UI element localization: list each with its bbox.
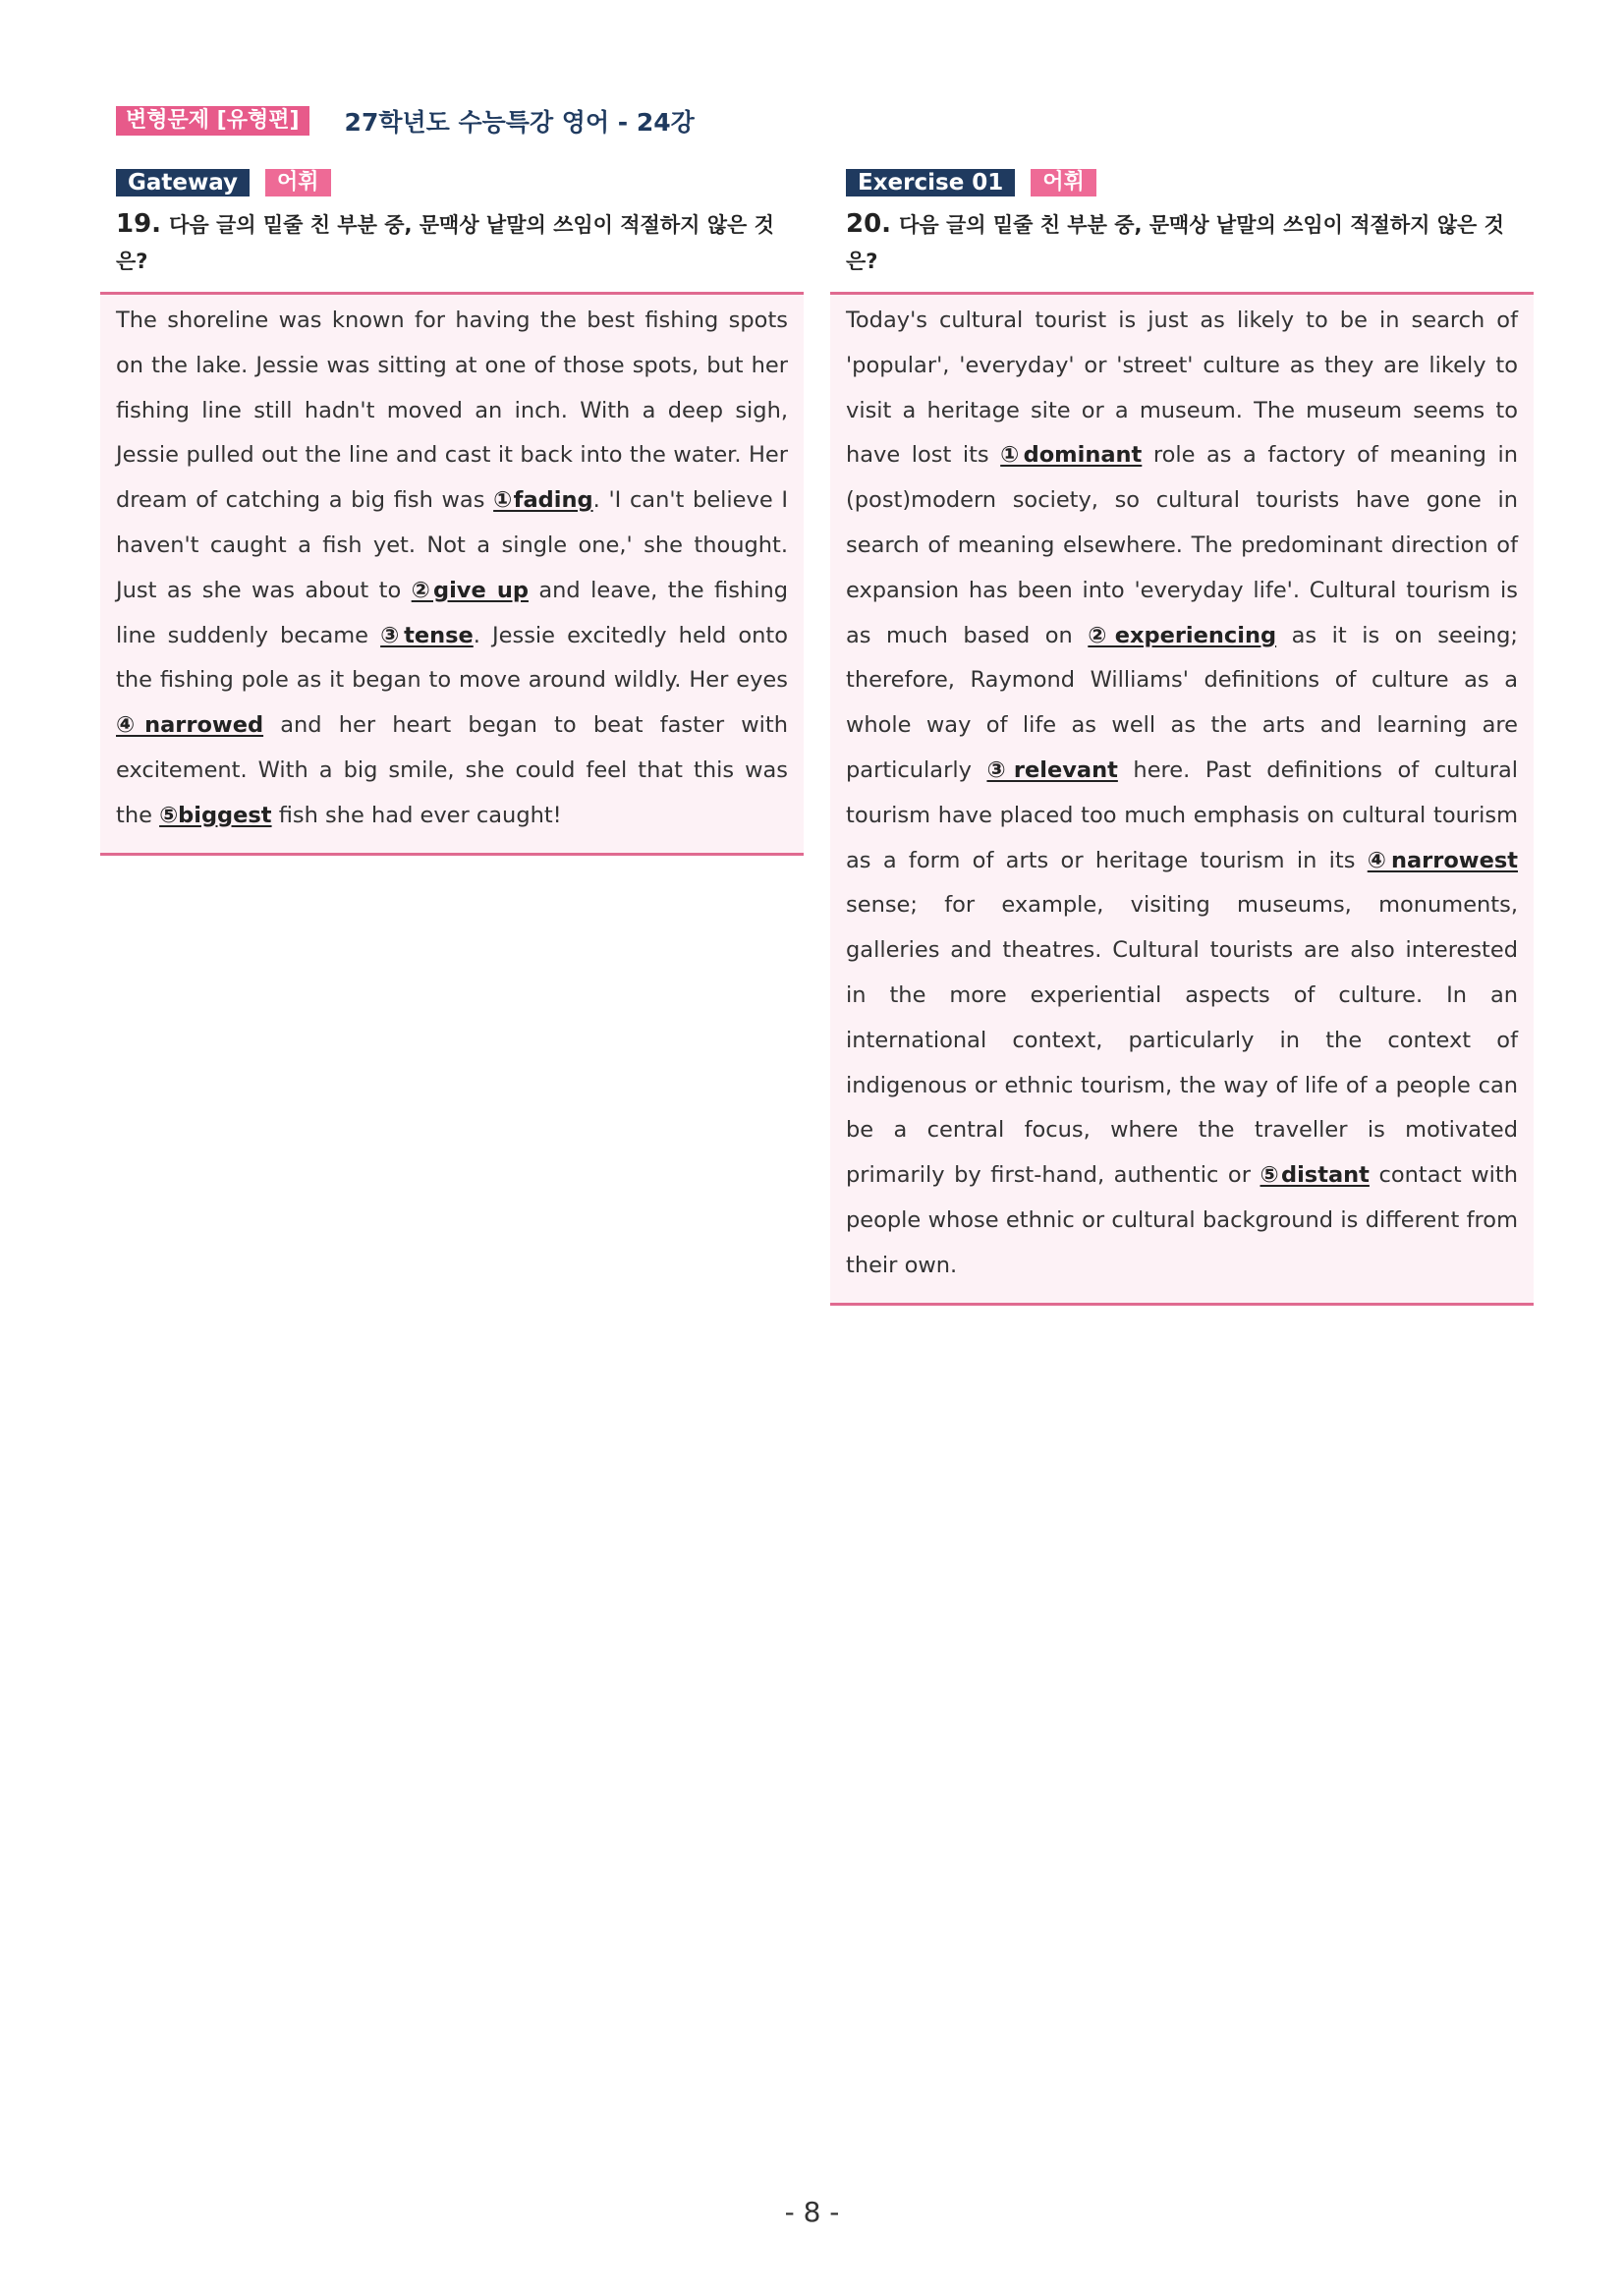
underlined-word: ⑤distant (1260, 1162, 1370, 1189)
underlined-word: ②give up (411, 577, 529, 603)
page-number: - 8 - (784, 2196, 840, 2228)
underlined-word: ③tense (380, 622, 474, 648)
passage-text: here. Past definitions of cultural tourism have placed too much emphasis on cultural tourism as a form of arts or heritage tourism in its (846, 756, 1518, 873)
underlined-word: ④narrowest (1367, 847, 1518, 873)
left-question-number: 19. (116, 209, 162, 239)
left-passage (100, 292, 804, 856)
passage-text: Today's cultural tourist is just as likely to be in search of 'popular', 'everyday' or 'street' culture as they are likely to visit a heritage site or a museum. The museum seems to have lost its (846, 308, 1518, 469)
passage-text: sense; for example, visiting museums, monuments, galleries and theatres. Cultural tourists are also interested in the more experiential aspects of culture. In an international context, particularly in the context of indigenous or ethnic tourism, the way of life of a people can be a central focus, where the traveller is motivated primarily by first-hand, authentic or (846, 892, 1518, 1189)
page-header (116, 104, 695, 138)
left-category-tag: 어휘 (265, 169, 331, 196)
underlined-word: ⑤biggest (159, 802, 272, 828)
passage-text: role as a factory of meaning in (post)modern society, so cultural tourists have gone in search of meaning elsewhere. The predominant direction of expansion has been into 'everyday life'. Cultural tourism is as much based on (846, 442, 1519, 648)
passage-text: as it is on seeing; therefore, Raymond Williams' definitions of culture as a whole way of life as well as the arts and learning are particularly (846, 622, 1519, 783)
right-category-tag: 어휘 (1031, 169, 1096, 196)
header-badge: 변형문제 [유형편] (116, 106, 309, 136)
passage-text: fish she had ever caught! (271, 802, 562, 828)
right-passage (830, 292, 1534, 1306)
passage-text: and her heart began to beat faster with excitement. With a big smile, she could feel that this was the (116, 712, 788, 828)
left-section-tag: Gateway (116, 169, 250, 196)
underlined-word: ①dominant (1000, 442, 1143, 469)
passage-text: . 'I can't believe I haven't caught a fish yet. Not a single one,' she thought. Just as she was about to (116, 487, 788, 603)
right-tags (846, 169, 1534, 196)
underlined-word: ③relevant (986, 756, 1118, 783)
underlined-word: ①fading (493, 487, 593, 514)
passage-text: contact with people whose ethnic or cultural background is different from their own. (846, 1162, 1518, 1278)
header-title: 27학년도 수능특강 영어 - 24강 (344, 108, 695, 137)
underlined-word: ②experiencing (1088, 622, 1277, 648)
left-tags (116, 169, 804, 196)
right-question-number: 20. (846, 209, 892, 239)
left-question (116, 206, 788, 280)
right-section-tag: Exercise 01 (846, 169, 1015, 196)
passage-text: The shoreline was known for having the best fishing spots on the lake. Jessie was sitting at one of those spots, but her fishing line still hadn't moved an inch. With a deep sigh, Jessie pulled out the line and cast it back into the water. Her dream of catching a big fish was (116, 308, 788, 514)
left-column (100, 169, 804, 856)
right-question (846, 206, 1518, 280)
underlined-word: ④narrowed (116, 712, 264, 739)
left-question-text: 다음 글의 밑줄 친 부분 중, 문맥상 낱말의 쓰임이 적절하지 않은 것은? (116, 213, 774, 273)
right-column (830, 169, 1534, 1306)
passage-text: . Jessie excitedly held onto the fishing pole as it began to move around wildly. Her eyes (116, 622, 789, 694)
passage-text: and leave, the fishing line suddenly became (116, 577, 788, 648)
right-question-text: 다음 글의 밑줄 친 부분 중, 문맥상 낱말의 쓰임이 적절하지 않은 것은? (846, 213, 1504, 273)
